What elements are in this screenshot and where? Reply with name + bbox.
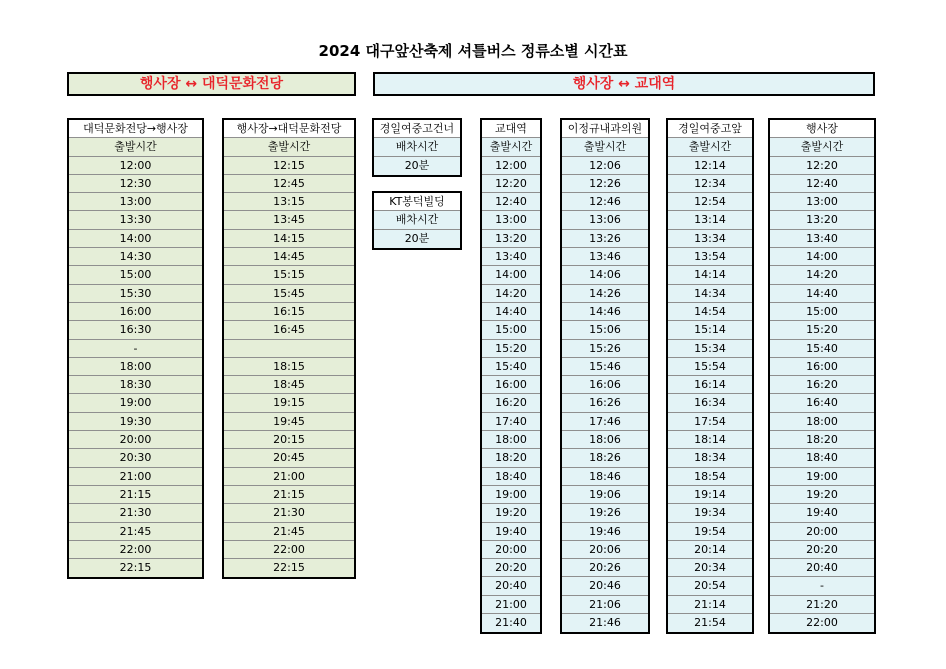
departure-time-cell: 14:00 [770,248,874,266]
timetable-lee-clinic [560,118,650,634]
departure-time-cell: 13:40 [482,248,540,266]
departure-time-cell: 18:26 [562,449,648,467]
departure-time-cell: 13:06 [562,211,648,229]
departure-time-cell: 13:14 [668,211,752,229]
departure-time-cell: 21:00 [482,596,540,614]
route-banner-daedeok [67,72,356,96]
departure-time-cell: 20:46 [562,577,648,595]
departure-time-cell: 19:00 [482,486,540,504]
departure-time-cell: 15:46 [562,358,648,376]
departure-time-cell: 14:34 [668,285,752,303]
departure-time-cell: 13:30 [69,211,202,229]
departure-time-cell: 22:00 [224,541,354,559]
departure-time-cell: 14:14 [668,266,752,284]
departure-time-cell: 21:45 [224,523,354,541]
departure-time-cell: 17:54 [668,413,752,431]
departure-time-cell: 21:30 [224,504,354,522]
interval-box-value: 20분 [374,230,460,248]
departure-time-cell: 19:54 [668,523,752,541]
departure-time-cell: 14:26 [562,285,648,303]
departure-time-cell: 21:00 [69,468,202,486]
interval-box-gyeongil [372,118,462,177]
departure-time-cell: 20:00 [770,523,874,541]
departure-time-cell: 21:46 [562,614,648,632]
departure-time-cell: 12:40 [482,193,540,211]
departure-time-cell: 21:15 [69,486,202,504]
departure-time-cell: 22:15 [224,559,354,577]
departure-time-cell: 16:30 [69,321,202,339]
timetable-gyeongil-front [666,118,754,634]
departure-time-cell: 15:20 [770,321,874,339]
departure-time-cell: 15:54 [668,358,752,376]
departure-time-cell: 16:00 [770,358,874,376]
departure-time-cell: 13:20 [770,211,874,229]
departure-time-cell: 19:40 [770,504,874,522]
departure-time-cell: 19:20 [482,504,540,522]
departure-time-cell: 20:00 [482,541,540,559]
departure-time-cell: 12:20 [770,157,874,175]
departure-time-cell: 15:00 [770,303,874,321]
stop-name-header: 경일여중고앞 [668,120,752,138]
departure-time-cell: 16:20 [770,376,874,394]
departure-time-cell: 14:20 [770,266,874,284]
departure-time-cell: 16:45 [224,321,354,339]
departure-time-cell: 14:46 [562,303,648,321]
departure-time-cell: 16:14 [668,376,752,394]
departure-time-cell: 12:54 [668,193,752,211]
departure-time-cell: - [69,340,202,358]
departure-time-cell: 22:00 [69,541,202,559]
departure-time-cell: 12:20 [482,175,540,193]
interval-box-value: 20분 [374,157,460,175]
departure-time-cell: 18:00 [482,431,540,449]
departure-time-cell: 14:30 [69,248,202,266]
stop-name-header: 대덕문화전당→행사장 [69,120,202,138]
departure-time-cell: 13:00 [770,193,874,211]
departure-time-cell: 18:45 [224,376,354,394]
route-banner-gyodae-label: 행사장 ↔ 교대역 [572,76,676,92]
departure-time-cell [224,340,354,358]
timetable-venue [768,118,876,634]
departure-time-cell: 13:20 [482,230,540,248]
departure-time-cell: 19:00 [770,468,874,486]
stop-name-header: 교대역 [482,120,540,138]
departure-time-cell: 20:14 [668,541,752,559]
departure-time-cell: 21:45 [69,523,202,541]
stop-name-header: 이정규내과의원 [562,120,648,138]
departure-time-cell: 12:34 [668,175,752,193]
route-banner-daedeok-label: 행사장 ↔ 대덕문화전당 [139,76,284,92]
departure-time-cell: 13:00 [482,211,540,229]
departure-time-cell: 12:14 [668,157,752,175]
departure-time-cell: 18:20 [770,431,874,449]
departure-time-cell: 12:30 [69,175,202,193]
departure-time-cell: 16:26 [562,394,648,412]
departure-time-cell: 19:14 [668,486,752,504]
departure-time-cell: 21:30 [69,504,202,522]
departure-time-cell: 15:14 [668,321,752,339]
departure-time-cell: 18:20 [482,449,540,467]
departure-time-cell: 12:26 [562,175,648,193]
departure-time-cell: 21:00 [224,468,354,486]
departure-time-cell: 18:54 [668,468,752,486]
interval-box-stop-name: KT봉덕빌딩 [374,193,460,211]
departure-time-cell: 20:00 [69,431,202,449]
departure-time-cell: 14:54 [668,303,752,321]
departure-time-cell: 20:20 [770,541,874,559]
departure-time-cell: 21:14 [668,596,752,614]
departure-time-cell: 16:20 [482,394,540,412]
departure-time-cell: 15:30 [69,285,202,303]
departure-time-cell: 16:15 [224,303,354,321]
departure-time-cell: 12:00 [482,157,540,175]
departure-time-cell: 22:15 [69,559,202,577]
departure-time-cell: 12:06 [562,157,648,175]
departure-time-label: 출발시간 [668,138,752,156]
departure-time-cell: 20:26 [562,559,648,577]
departure-time-cell: 20:15 [224,431,354,449]
route-banner-gyodae [373,72,875,96]
departure-time-cell: 19:15 [224,394,354,412]
departure-time-cell: 21:15 [224,486,354,504]
departure-time-cell: 21:40 [482,614,540,632]
departure-time-cell: 18:14 [668,431,752,449]
departure-time-cell: 19:26 [562,504,648,522]
departure-time-cell: 14:15 [224,230,354,248]
departure-time-cell: 15:15 [224,266,354,284]
departure-time-cell: 15:00 [482,321,540,339]
departure-time-cell: 16:00 [69,303,202,321]
departure-time-cell: 17:46 [562,413,648,431]
departure-time-cell: 19:30 [69,413,202,431]
departure-time-cell: 20:45 [224,449,354,467]
departure-time-cell: 14:06 [562,266,648,284]
departure-time-cell: 13:00 [69,193,202,211]
departure-time-cell: 20:40 [482,577,540,595]
departure-time-cell: 15:26 [562,340,648,358]
departure-time-cell: 13:45 [224,211,354,229]
departure-time-cell: 15:40 [482,358,540,376]
departure-time-cell: 16:40 [770,394,874,412]
departure-time-label: 출발시간 [69,138,202,156]
departure-time-cell: 20:30 [69,449,202,467]
departure-time-cell: 21:06 [562,596,648,614]
page-title: 2024 대구앞산축제 셔틀버스 정류소별 시간표 [318,42,628,60]
departure-time-cell: 14:40 [482,303,540,321]
departure-time-cell: 14:45 [224,248,354,266]
departure-time-cell: 13:54 [668,248,752,266]
departure-time-cell: 12:45 [224,175,354,193]
departure-time-cell: 19:46 [562,523,648,541]
departure-time-cell: 15:40 [770,340,874,358]
departure-time-cell: 18:06 [562,431,648,449]
departure-time-cell: - [770,577,874,595]
departure-time-cell: 18:46 [562,468,648,486]
departure-time-cell: 15:45 [224,285,354,303]
departure-time-cell: 22:00 [770,614,874,632]
departure-time-cell: 20:20 [482,559,540,577]
departure-time-cell: 12:00 [69,157,202,175]
departure-time-cell: 19:40 [482,523,540,541]
departure-time-cell: 14:40 [770,285,874,303]
departure-time-cell: 19:00 [69,394,202,412]
departure-time-cell: 14:00 [69,230,202,248]
departure-time-cell: 16:00 [482,376,540,394]
departure-time-cell: 18:40 [770,449,874,467]
departure-time-cell: 13:40 [770,230,874,248]
departure-time-cell: 13:26 [562,230,648,248]
departure-time-cell: 18:30 [69,376,202,394]
departure-time-cell: 20:54 [668,577,752,595]
interval-box-kt [372,191,462,250]
departure-time-cell: 13:46 [562,248,648,266]
stop-name-header: 행사장→대덕문화전당 [224,120,354,138]
departure-time-cell: 21:20 [770,596,874,614]
departure-time-cell: 15:06 [562,321,648,339]
departure-time-cell: 18:00 [770,413,874,431]
timetable-daedeok-to-venue [67,118,204,579]
departure-time-cell: 16:34 [668,394,752,412]
departure-time-cell: 15:34 [668,340,752,358]
departure-time-cell: 15:00 [69,266,202,284]
departure-time-cell: 17:40 [482,413,540,431]
departure-time-cell: 12:46 [562,193,648,211]
departure-time-cell: 14:00 [482,266,540,284]
departure-time-cell: 18:00 [69,358,202,376]
departure-time-cell: 15:20 [482,340,540,358]
departure-time-cell: 12:40 [770,175,874,193]
departure-time-label: 출발시간 [224,138,354,156]
departure-time-cell: 19:06 [562,486,648,504]
interval-box-sub-label: 배차시간 [374,211,460,229]
departure-time-cell: 19:20 [770,486,874,504]
departure-time-cell: 16:06 [562,376,648,394]
departure-time-cell: 13:34 [668,230,752,248]
departure-time-label: 출발시간 [482,138,540,156]
departure-time-cell: 20:34 [668,559,752,577]
interval-box-stop-name: 경일여중고건너 [374,120,460,138]
departure-time-cell: 18:15 [224,358,354,376]
interval-box-sub-label: 배차시간 [374,138,460,156]
departure-time-cell: 19:34 [668,504,752,522]
departure-time-cell: 20:40 [770,559,874,577]
timetable-gyodae-station [480,118,542,634]
departure-time-cell: 18:40 [482,468,540,486]
stop-name-header: 행사장 [770,120,874,138]
departure-time-cell: 19:45 [224,413,354,431]
departure-time-cell: 18:34 [668,449,752,467]
timetable-venue-to-daedeok [222,118,356,579]
departure-time-cell: 12:15 [224,157,354,175]
departure-time-cell: 14:20 [482,285,540,303]
departure-time-label: 출발시간 [770,138,874,156]
departure-time-cell: 13:15 [224,193,354,211]
departure-time-cell: 21:54 [668,614,752,632]
departure-time-label: 출발시간 [562,138,648,156]
departure-time-cell: 20:06 [562,541,648,559]
